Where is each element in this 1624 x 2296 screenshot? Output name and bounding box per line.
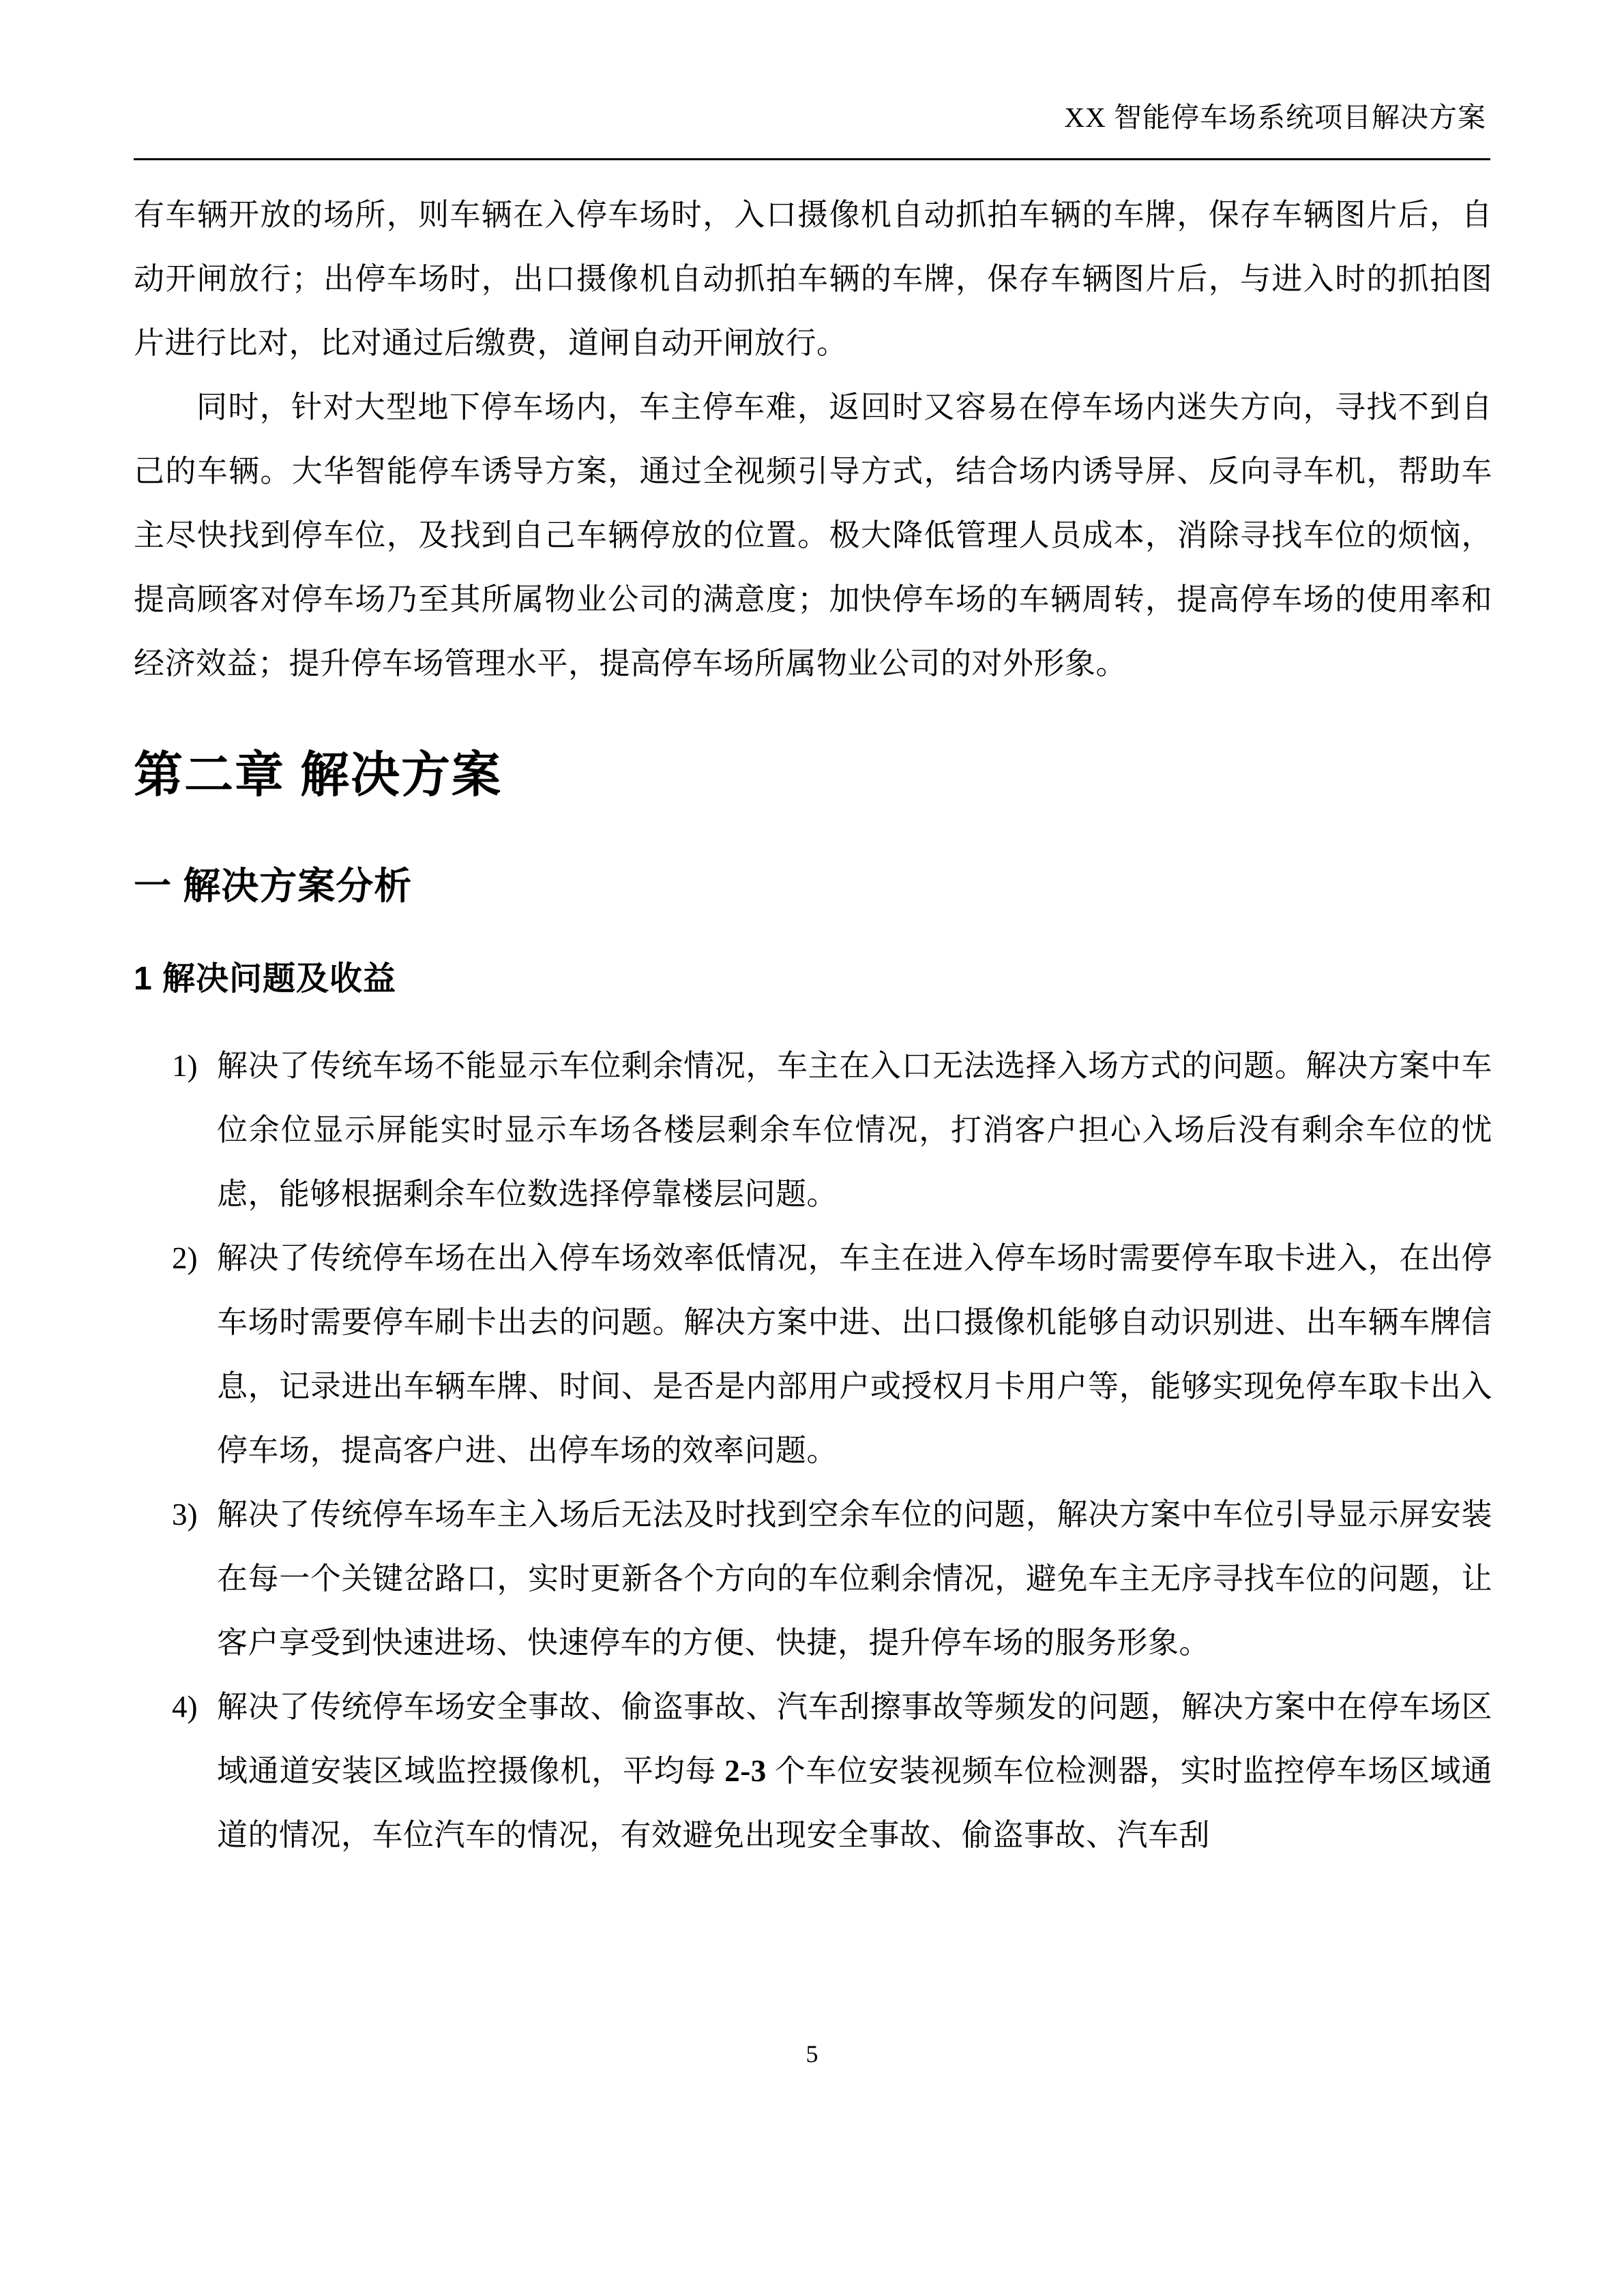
list-item-marker: 3) bbox=[172, 1497, 198, 1532]
page-number: 5 bbox=[806, 2040, 818, 2068]
section-heading: 一 解决方案分析 bbox=[134, 865, 413, 907]
list-item-emphasis: 2-3 bbox=[724, 1754, 767, 1788]
subsection-heading: 1 解决问题及收益 bbox=[134, 961, 397, 997]
page-footer bbox=[0, 2039, 1624, 2069]
header-title: XX 智能停车场系统项目解决方案 bbox=[1064, 102, 1486, 133]
document-content bbox=[134, 183, 1492, 1867]
list-item-marker: 1) bbox=[172, 1049, 198, 1083]
chapter-heading: 第二章 解决方案 bbox=[134, 748, 503, 803]
page-header bbox=[134, 101, 1490, 160]
list-item-text: 解决了传统停车场在出入停车场效率低情况，车主在进入停车场时需要停车取卡进入，在出停车场时需要停车刷卡出去的问题。解决方案中进、出口摄像机能够自动识别进、出车辆车牌信息，记录进出车辆车牌、时间、是否是内部用户或授权月卡用户等，能够实现免停车取卡出入停车场，提高客户进、出停车场的效率问题。 bbox=[217, 1241, 1492, 1467]
list-item-text-before: 解决了传统停车场安全事故、偷盗事故、汽车刮擦事故等频发的问题，解决方案中在停车场区域通道安装区域监控摄像机，平均每 bbox=[217, 1690, 1492, 1788]
list-item-text bbox=[217, 1675, 1492, 1867]
list-item-marker: 2) bbox=[172, 1241, 198, 1275]
list-item bbox=[134, 1226, 1492, 1482]
list-item-marker: 4) bbox=[172, 1690, 198, 1724]
list-item-text-after: 个车位安装视频车位检测器，实时监控停车场区域通道的情况，车位汽车的情况，有效避免出现安全事故、偷盗事故、汽车刮 bbox=[217, 1754, 1492, 1852]
list-item-text: 解决了传统停车场车主入场后无法及时找到空余车位的问题，解决方案中车位引导显示屏安装在每一个关键岔路口，实时更新各个方向的车位剩余情况，避免车主无序寻找车位的问题，让客户享受到快速进场、快速停车的方便、快捷，提升停车场的服务形象。 bbox=[217, 1497, 1492, 1660]
list-item bbox=[134, 1675, 1492, 1867]
header-divider bbox=[134, 158, 1490, 160]
list-item bbox=[134, 1482, 1492, 1675]
list-item bbox=[134, 1034, 1492, 1226]
body-paragraph-1: 有车辆开放的场所，则车辆在入停车场时，入口摄像机自动抓拍车辆的车牌，保存车辆图片后，自动开闸放行；出停车场时，出口摄像机自动抓拍车辆的车牌，保存车辆图片后，与进入时的抓拍图片进行比对，比对通过后缴费，道闸自动开闸放行。 bbox=[134, 198, 1492, 360]
numbered-list bbox=[134, 1034, 1492, 1867]
list-item-text: 解决了传统车场不能显示车位剩余情况，车主在入口无法选择入场方式的问题。解决方案中车位余位显示屏能实时显示车场各楼层剩余车位情况，打消客户担心入场后没有剩余车位的忧虑，能够根据剩余车位数选择停靠楼层问题。 bbox=[217, 1049, 1492, 1211]
body-paragraph-2: 同时，针对大型地下停车场内，车主停车难，返回时又容易在停车场内迷失方向，寻找不到自己的车辆。大华智能停车诱导方案，通过全视频引导方式，结合场内诱导屏、反向寻车机，帮助车主尽快找到停车位，及找到自己车辆停放的位置。极大降低管理人员成本，消除寻找车位的烦恼，提高顾客对停车场乃至其所属物业公司的满意度；加快停车场的车辆周转，提高停车场的使用率和经济效益；提升停车场管理水平，提高停车场所属物业公司的对外形象。 bbox=[134, 390, 1492, 681]
